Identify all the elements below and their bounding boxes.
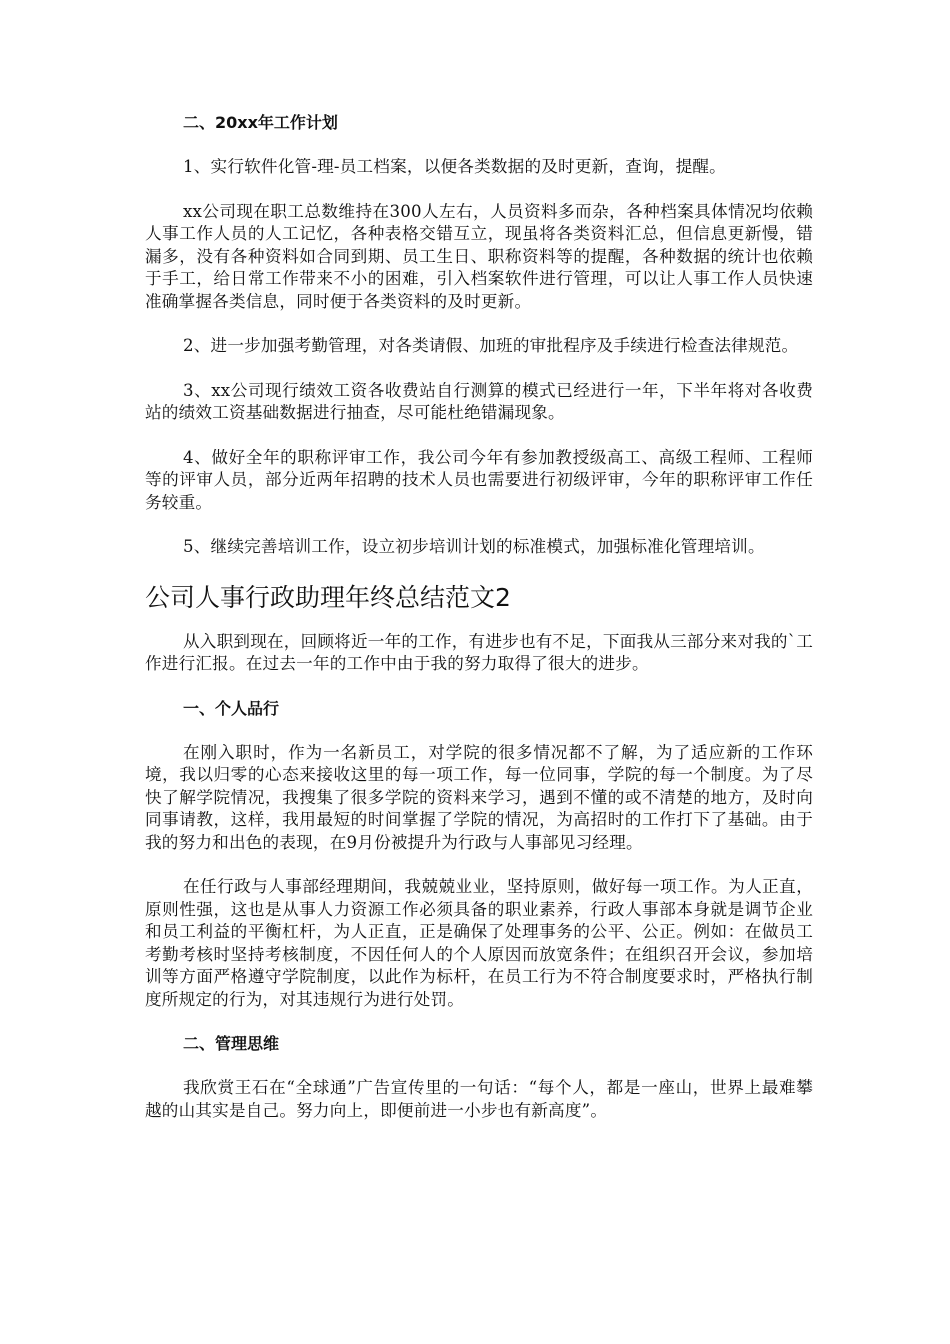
plan-item-1-detail: xx公司现在职工总数维持在300人左右，人员资料多而杂，各种档案具体情况均依赖人事工作人员的人工记忆，各种表格交错互立，现虽将各类资料汇总，但信息更新慢，错漏多，没有各种资料如合同到期、员工生日、职称资料等的提醒，各种数据的统计也依赖于手工，给日常工作带来不小的困难，引入档案软件进行管理，可以让人事工作人员快速准确掌握各类信息，同时便于各类资料的及时更新。 bbox=[145, 201, 813, 311]
plan-item-2: 2、进一步加强考勤管理，对各类请假、加班的审批程序及手续进行检查法律规范。 bbox=[183, 336, 799, 355]
section-heading-personal-conduct: 一、个人品行 bbox=[183, 698, 280, 718]
section-heading-work-plan: 二、20xx年工作计划 bbox=[183, 113, 338, 132]
plan-item-4: 4、做好全年的职称评审工作，我公司今年有参加教授级高工、高级工程师、工程师等的评审人员，部分近两年招聘的技术人员也需要进行初级评审，今年的职称评审工作任务较重。 bbox=[145, 447, 813, 512]
document-page bbox=[145, 112, 813, 1144]
article-title: 公司人事行政助理年终总结范文2 bbox=[145, 582, 511, 612]
article-intro: 从入职到现在，回顾将近一年的工作，有进步也有不足，下面我从三部分来对我的`工作进行汇报。在过去一年的工作中由于我的努力取得了很大的进步。 bbox=[145, 631, 813, 673]
personal-conduct-paragraph-2: 在任行政与人事部经理期间，我兢兢业业，坚持原则，做好每一项工作。为人正直，原则性强，这也是从事人力资源工作必须具备的职业素养，行政人事部本身就是调节企业和员工利益的平衡杠杆，为人正直，正是确保了处理事务的公平、公正。例如：在做员工考勤考核时坚持考核制度，不因任何人的个人原因而放宽条件；在组织召开会议，参加培训等方面严格遵守学院制度，以此作为标杆，在员工行为不符合制度要求时，严格执行制度所规定的行为，对其违规行为进行处罚。 bbox=[145, 877, 813, 1009]
plan-item-3: 3、xx公司现行绩效工资各收费站自行测算的模式已经进行一年，下半年将对各收费站的绩效工资基础数据进行抽查，尽可能杜绝错漏现象。 bbox=[145, 380, 813, 422]
personal-conduct-paragraph-1: 在刚入职时，作为一名新员工，对学院的很多情况都不了解，为了适应新的工作环境，我以归零的心态来接收这里的每一项工作，每一位同事，学院的每一个制度。为了尽快了解学院情况，我搜集了很多学院的资料来学习，遇到不懂的或不清楚的地方，及时向同事请教，这样，我用最短的时间掌握了学院的情况，为高招时的工作打下了基础。由于我的努力和出色的表现，在9月份被提升为行政与人事部见习经理。 bbox=[145, 742, 813, 852]
plan-item-5: 5、继续完善培训工作，设立初步培训计划的标准模式，加强标准化管理培训。 bbox=[183, 537, 765, 556]
section-heading-management-thinking: 二、管理思维 bbox=[183, 1034, 280, 1053]
plan-item-1: 1、实行软件化管-理-员工档案，以便各类数据的及时更新，查询，提醒。 bbox=[183, 157, 726, 176]
management-thinking-paragraph-1: 我欣赏王石在“全球通”广告宣传里的一句话：“每个人，都是一座山，世界上最难攀越的山其实是自己。努力向上，即便前进一小步也有新高度”。 bbox=[145, 1078, 813, 1120]
